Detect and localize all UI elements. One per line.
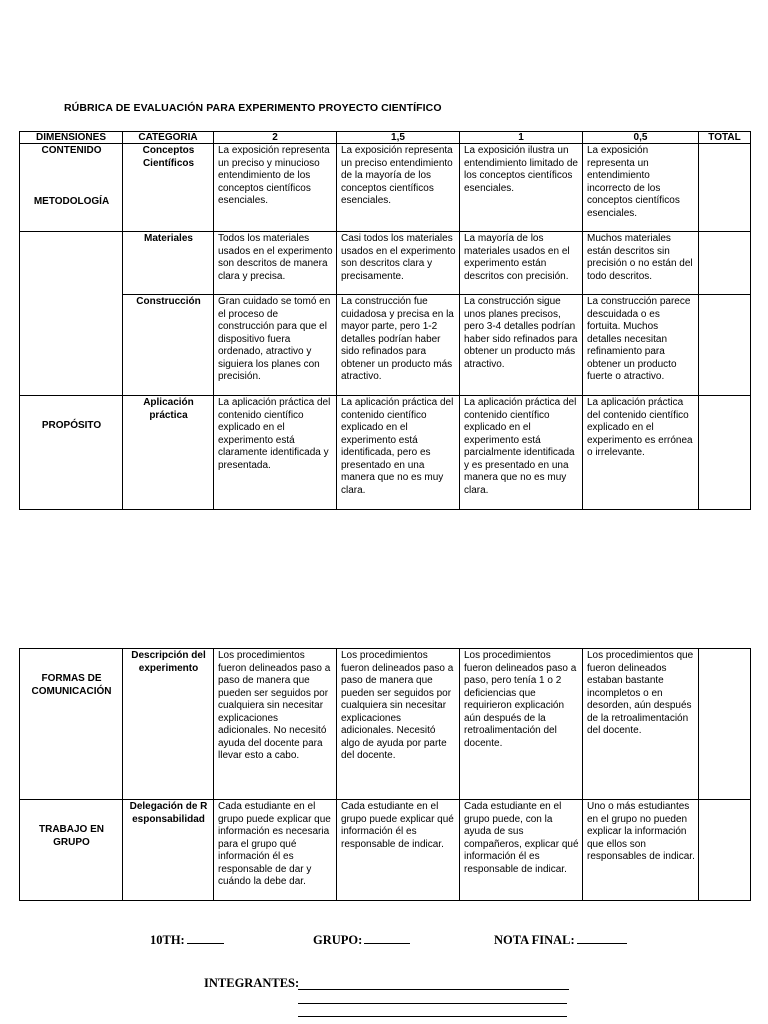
- header-score-0-5: 0,5: [583, 132, 699, 144]
- descriptor-cell: La aplicación práctica del contenido científico explicado en el experimento es errónea o irrelevante.: [583, 396, 699, 510]
- descriptor-cell: Los procedimientos fueron delineados paso a paso de manera que pueden ser seguidos por cualquiera sin necesitar explicaciones adicionales. No necesitó ayuda del docente para llevar esto a cabo.: [214, 649, 337, 800]
- dimension-proposito: PROPÓSITO: [20, 396, 123, 510]
- descriptor-cell: Uno o más estudiantes en el grupo no pueden explicar la información que ellos son responsables de indicar.: [583, 800, 699, 901]
- final-grade-blank[interactable]: [577, 931, 627, 944]
- rubric-table-1: [19, 131, 751, 510]
- header-score-2: 2: [214, 132, 337, 144]
- descriptor-cell: La aplicación práctica del contenido científico explicado en el experimento está identificada, pero es presentado en una manera que no es muy clara.: [337, 396, 460, 510]
- descriptor-cell: Gran cuidado se tomó en el proceso de construcción para que el dispositivo fuera ordenado, atractivo y siguiera los planes con precisión.: [214, 295, 337, 396]
- descriptor-cell: La exposición representa un preciso y minucioso entendimiento de los conceptos científicos esenciales.: [214, 144, 337, 232]
- descriptor-cell: Los procedimientos fueron delineados paso a paso de manera que pueden ser seguidos por cualquiera sin necesitar explicaciones adicionales. Necesitó algo de ayuda por parte del docente.: [337, 649, 460, 800]
- dimension-comunicacion: FORMAS DE COMUNICACIÓN: [20, 649, 123, 800]
- member-line[interactable]: [298, 1016, 567, 1017]
- category-descripcion: Descripción del experimento: [123, 649, 214, 800]
- table-row: [20, 144, 751, 232]
- category-materiales: Materiales: [123, 232, 214, 295]
- total-cell[interactable]: [699, 295, 751, 396]
- descriptor-cell: La exposición representa un entendimiento incorrecto de los conceptos científicos esenciales.: [583, 144, 699, 232]
- descriptor-cell: Muchos materiales están descritos sin precisión o no están del todo descritos.: [583, 232, 699, 295]
- header-total: TOTAL: [699, 132, 751, 144]
- descriptor-cell: Casi todos los materiales usados en el experimento son descritos clara y precisamente.: [337, 232, 460, 295]
- total-cell[interactable]: [699, 232, 751, 295]
- header-row: [20, 132, 751, 144]
- descriptor-cell: La construcción sigue unos planes precisos, pero 3-4 detalles podrían haber sido refinados para obtener un producto más atractivo.: [460, 295, 583, 396]
- members-label: INTEGRANTES:: [204, 976, 300, 990]
- descriptor-cell: Los procedimientos fueron delineados paso a paso, pero tenía 1 o 2 deficiencias que requirieron explicación aún después de la retroalimentación del docente.: [460, 649, 583, 800]
- descriptor-cell: La aplicación práctica del contenido científico explicado en el experimento está parcialmente identificada y es presentado en una manera que no es muy clara.: [460, 396, 583, 510]
- dimension-trabajo-grupo: TRABAJO EN GRUPO: [20, 800, 123, 901]
- member-line[interactable]: [298, 989, 569, 990]
- total-cell[interactable]: [699, 800, 751, 901]
- descriptor-cell: Cada estudiante en el grupo puede explicar que información es necesaria para el grupo qué información él es responsable de dar y cuándo la debe dar.: [214, 800, 337, 901]
- group-blank[interactable]: [364, 931, 410, 944]
- total-cell[interactable]: [699, 144, 751, 232]
- table-row: [20, 295, 751, 396]
- final-grade-label: NOTA FINAL:: [494, 933, 575, 947]
- table-row: [20, 232, 751, 295]
- grade-label: 10TH:: [150, 933, 185, 947]
- category-delegacion: Delegación de Responsabilidad: [123, 800, 214, 901]
- rubric-title: RÚBRICA DE EVALUACIÓN PARA EXPERIMENTO PROYECTO CIENTÍFICO: [64, 102, 442, 114]
- dimension-metodologia: [20, 196, 123, 396]
- descriptor-cell: Cada estudiante en el grupo puede explicar qué información él es responsable de indicar.: [337, 800, 460, 901]
- category-construccion: Construcción: [123, 295, 214, 396]
- descriptor-cell: La construcción parece descuidada o es fortuita. Muchos detalles necesitan refinamiento para obtener un producto fuerte o atractivo.: [583, 295, 699, 396]
- group-label: GRUPO:: [313, 933, 363, 947]
- total-cell[interactable]: [699, 396, 751, 510]
- descriptor-cell: La mayoría de los materiales usados en el experimento están descritos con precisión.: [460, 232, 583, 295]
- descriptor-cell: La exposición ilustra un entendimiento limitado de los conceptos científicos esenciales.: [460, 144, 583, 232]
- header-categoria: CATEGORIA: [123, 132, 214, 144]
- group-field: [313, 931, 410, 948]
- total-cell[interactable]: [699, 649, 751, 800]
- descriptor-cell: La construcción fue cuidadosa y precisa en la mayor parte, pero 1-2 detalles podrían haber sido refinados para obtener un producto más atractivo.: [337, 295, 460, 396]
- table-row: [20, 396, 751, 510]
- grade-blank[interactable]: [187, 931, 224, 944]
- descriptor-cell: La exposición representa un preciso entendimiento de la mayoría de los conceptos científicos esenciales.: [337, 144, 460, 232]
- rubric-table-2: [19, 648, 751, 901]
- descriptor-cell: Todos los materiales usados en el experimento son descritos de manera clara y precisa.: [214, 232, 337, 295]
- dimension-contenido: CONTENIDO: [20, 144, 123, 232]
- descriptor-cell: Cada estudiante en el grupo puede, con la ayuda de sus compañeros, explicar qué información él es responsable de indicar.: [460, 800, 583, 901]
- header-score-1-5: 1,5: [337, 132, 460, 144]
- header-score-1: 1: [460, 132, 583, 144]
- grade-field: [150, 931, 224, 948]
- member-line[interactable]: [298, 1003, 567, 1004]
- category-aplicacion: Aplicación práctica: [123, 396, 214, 510]
- descriptor-cell: Los procedimientos que fueron delineados estaban bastante incompletos o en desorden, aún después de la retroalimentación del docente.: [583, 649, 699, 800]
- descriptor-cell: La aplicación práctica del contenido científico explicado en el experimento está claramente identificada y presentada.: [214, 396, 337, 510]
- final-grade-field: [494, 931, 627, 948]
- category-conceptos: Conceptos Científicos: [123, 144, 214, 232]
- header-dimensiones: DIMENSIONES: [20, 132, 123, 144]
- dimension-metodologia-label: METODOLOGÍA: [33, 196, 110, 207]
- table-row: [20, 800, 751, 901]
- table-row: [20, 649, 751, 800]
